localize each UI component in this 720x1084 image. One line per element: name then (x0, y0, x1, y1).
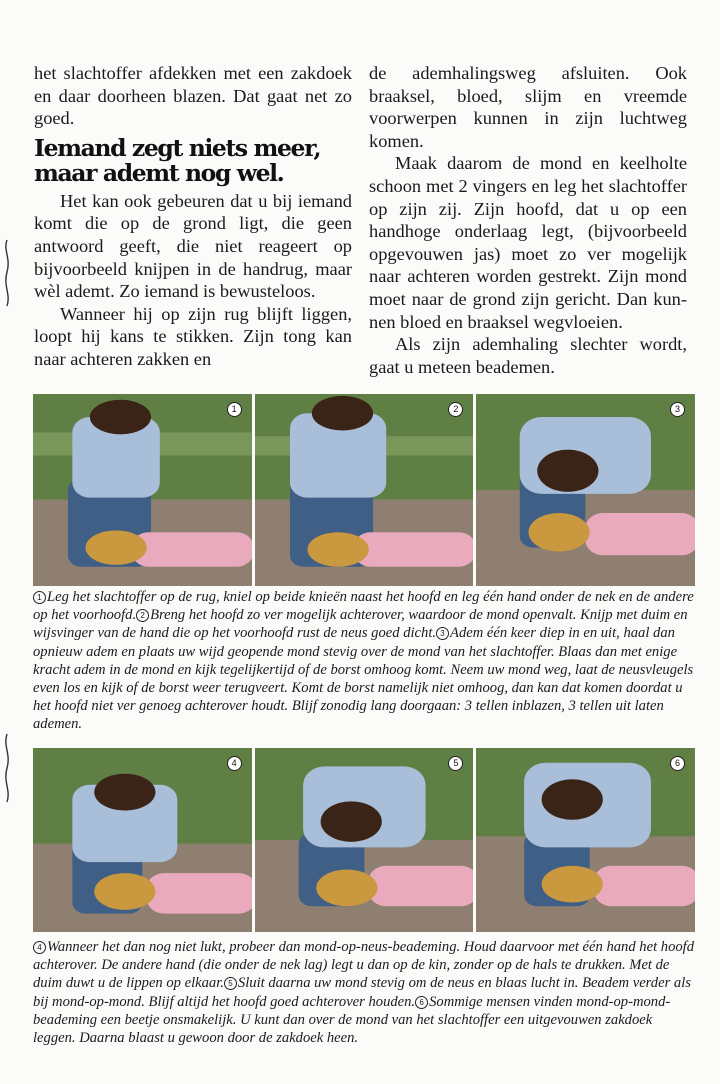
photo-number-badge: 6 (670, 756, 685, 771)
left-text-column (34, 62, 352, 371)
caption-number-badge: 1 (33, 591, 46, 604)
photo-number-badge: 1 (227, 402, 242, 417)
margin-bracket-mark-bottom (0, 732, 14, 804)
paragraph-clear-mouth: Maak daarom de mond en keelholte schoon met 2 vingers en leg het slachtoffer op zijn zij. Zijn hoofd, dat u op een handhoge onderlaag legt, (bijvoorbeeld opgevouwen jas) moet zo ver mogelijk naar achteren worden gestrekt. Zijn mond moet naar de grond zijn gericht. Dan kunnen bloed en braaksel wegvloeien. (369, 153, 687, 332)
caption-number-badge: 6 (415, 996, 428, 1009)
photo-step-1-illustration (33, 394, 252, 586)
caption-steps-4-6 (33, 938, 697, 1047)
section-heading-line-1: Iemand zegt niets meer, (34, 133, 321, 162)
caption-steps-1-3 (33, 588, 697, 734)
photo-step-6-illustration (476, 748, 695, 932)
photo-row-top (33, 394, 695, 586)
caption-number-badge: 3 (436, 627, 449, 640)
caption-step-5-text: Sluit daarna uw mond stevig om de neus en blaas lucht in. Beadem verder als bij mond-op-mond. Blijf altijd het hoofd goed achterover houden. (33, 975, 691, 1010)
caption-step-3-text: Adem één keer diep in en uit, haal dan opnieuw adem en plaats uw wijd geopende mond stevig over de mond van het slachtoffer. Blaas dan met enige kracht adem in de mond en kijk tegelijkertijd of de borst omhoog komt. Neem uw mond weg, laat de neusvleugels even los en kijk of de borst weer terugveert. Komt de borst namelijk niet omhoog, dan kan dat komen doordat u het hoofd niet ver genoeg achterover houdt. Blijf zonodig lang doorgaan: 3 tellen inblazen, 3 tellen uit laten ademen. (33, 625, 694, 733)
photo-number-badge: 4 (227, 756, 242, 771)
photo-step-4 (33, 748, 252, 932)
paragraph-intro-left: het slachtoffer afdekken met een zakdoek en daar doorheen blazen. Dat gaat net zo goed. (34, 63, 352, 129)
caption-step-4-text: Wanneer het dan nog niet lukt, probeer dan mond-op-neus-beademing. Houd daarvoor met één hand het hoofd achterover. De andere hand (die onder de nek lag) legt u dan op de kin, zonder op de hals te drukken. Met de duim duwt u de lippen op elkaar. (33, 939, 695, 992)
photo-step-5-illustration (255, 748, 474, 932)
photo-number-badge: 3 (670, 402, 685, 417)
photo-step-6 (476, 748, 695, 932)
right-text-column (369, 62, 687, 378)
photo-step-4-illustration (33, 748, 252, 932)
paragraph-choking-risk: Wanneer hij op zijn rug blijft liggen, loopt hij kans te stikken. Zijn tong kan naar achteren zakken en (34, 303, 352, 369)
margin-bracket-mark-top (0, 238, 14, 308)
caption-step-6-text: Sommige mensen vinden mond-op-mond-beademing een beetje onsmakelijk. U kunt dan over de mond van het slachtoffer een uitgevouwen zakdoek leggen. Daarna blaast u gewoon door de zakdoek heen. (33, 993, 671, 1047)
photo-step-2-illustration (255, 394, 474, 586)
photo-step-1 (33, 394, 252, 586)
photo-row-bottom (33, 748, 695, 932)
paragraph-start-ventilation: Als zijn ademhaling slechter wordt, gaat u meteen beademen. (369, 334, 687, 377)
photo-step-3 (476, 394, 695, 586)
photo-step-3-illustration (476, 394, 695, 586)
photo-number-badge: 2 (448, 402, 463, 417)
paragraph-unconscious: Het kan ook gebeuren dat u bij iemand komt die op de grond ligt, die geen antwoord geeft, die niet reageert op bijvoorbeeld knijpen in de handrug, maar wèl ademt. Zo iemand is bewusteloos. (34, 190, 352, 302)
caption-step-2-text: Breng het hoofd zo ver mogelijk achterover, waardoor de mond openvalt. Knijp met duim en wijsvinger van de hand die op het voorhoofd rust de neus goed dicht. (33, 607, 688, 642)
photo-number-badge: 5 (448, 756, 463, 771)
section-heading (34, 133, 352, 187)
caption-step-1-text: Leg het slachtoffer op de rug, kniel op beide knieën naast het hoofd en leg één hand onder de nek en de andere op het voorhoofd. (33, 589, 694, 624)
paragraph-airway: de ademhalingsweg afsluiten. Ook braaksel, bloed, slijm en vreemde voorwerpen kunnen in zijn luchtweg komen. (369, 63, 687, 151)
photo-step-2 (255, 394, 474, 586)
photo-step-5 (255, 748, 474, 932)
caption-number-badge: 4 (33, 941, 46, 954)
caption-number-badge: 5 (224, 977, 237, 990)
caption-number-badge: 2 (136, 609, 149, 622)
section-heading-line-2: maar ademt nog wel. (34, 158, 284, 187)
